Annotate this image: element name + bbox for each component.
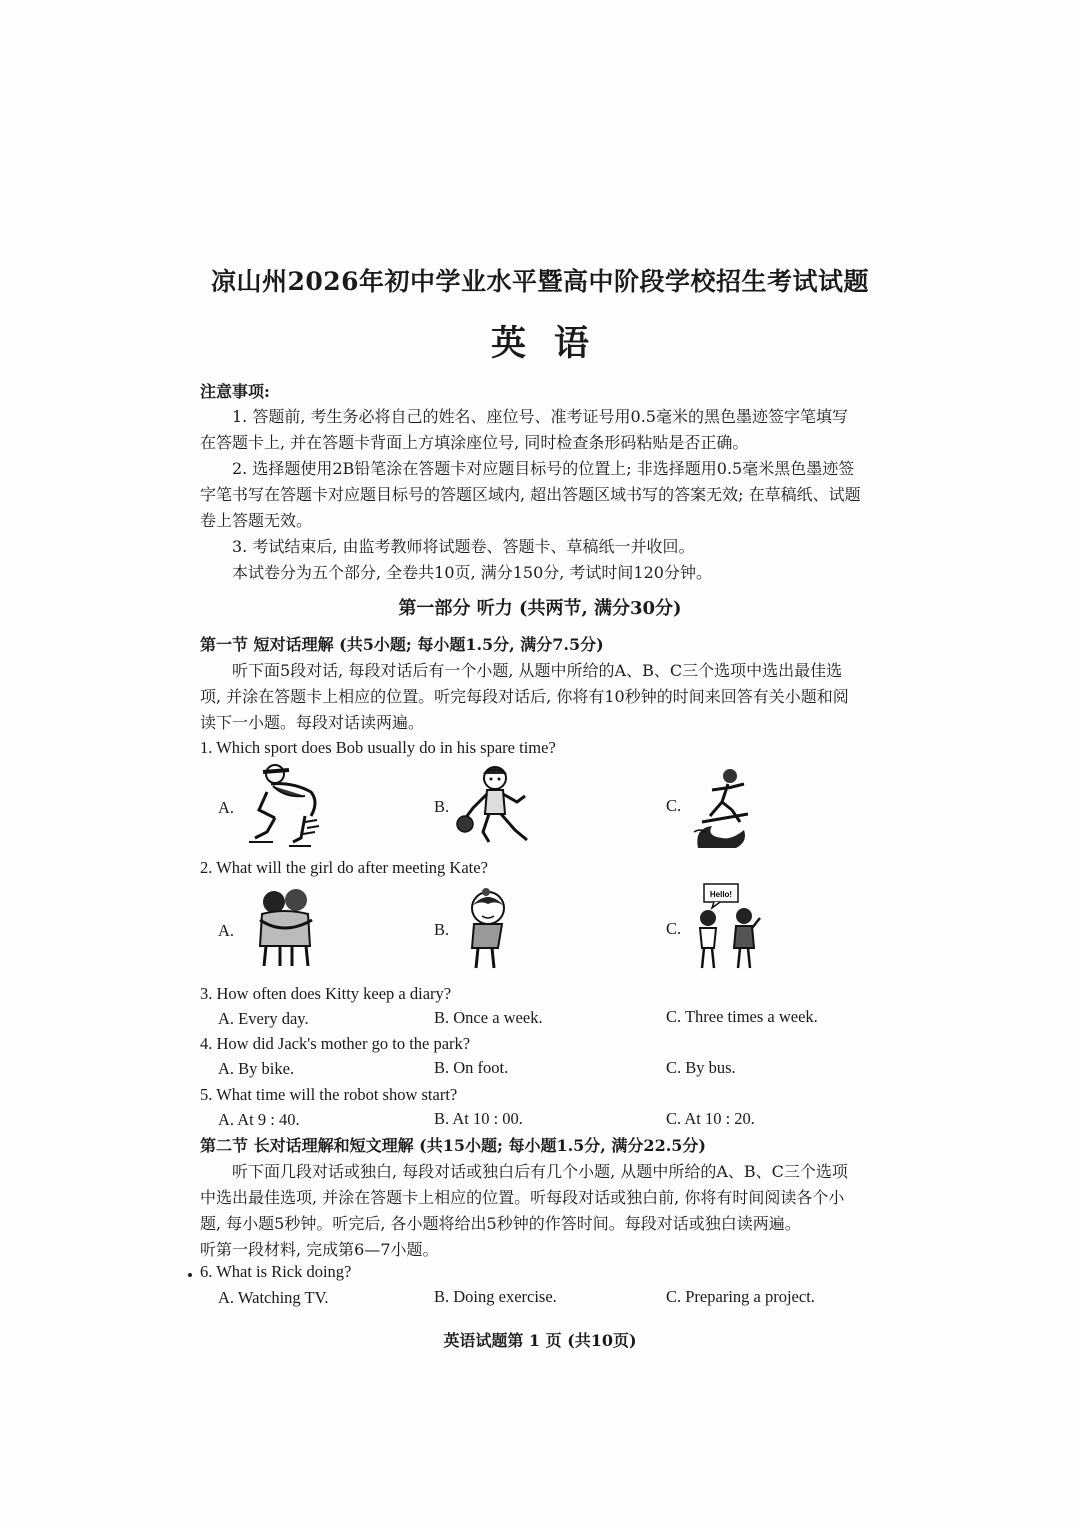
speech-bubble-text: Hello! [709, 890, 733, 899]
section2-instruction: 中选出最佳选项, 并涂在答题卡上相应的位置。听每段对话或独白前, 你将有时间阅读各个小 [200, 1188, 845, 1207]
option: A. At 9 : 40. [218, 1110, 300, 1129]
scan-mark [188, 1273, 192, 1277]
section2-instruction: 题, 每小题5秒钟。听完后, 各小题将给出5秒钟的作答时间。每段对话或独白读两遍。 [200, 1214, 801, 1233]
notice-line: 1. 答题前, 考生务必将自己的姓名、座位号、准考证号用0.5毫米的黑色墨迹签字笔填写 [232, 407, 848, 426]
question-4: 4. How did Jack's mother go to the park? [200, 1034, 471, 1053]
notice-line: 卷上答题无效。 [200, 511, 313, 530]
option-label: A. [218, 921, 235, 940]
question-1: 1. Which sport does Bob usually do in his spare time? [200, 738, 556, 757]
option: B. At 10 : 00. [434, 1109, 523, 1128]
notice-line: 字笔书写在答题卡对应题目标号的答题区域内, 超出答题区域书写的答案无效; 在草稿纸、试题 [200, 485, 861, 504]
subject-title: 英语 [490, 323, 617, 364]
option: A. Every day. [218, 1009, 309, 1028]
question-3: 3. How often does Kitty keep a diary? [200, 984, 452, 1003]
section2-heading: 第二节 长对话理解和短文理解 (共15小题; 每小题1.5分, 满分22.5分) [200, 1136, 706, 1155]
skating-illustration [245, 762, 325, 850]
section1-instruction: 项, 并涂在答题卡上相应的位置。听完每段对话后, 你将有10秒钟的时间来回答有关小题和阅 [200, 687, 849, 706]
page-footer: 英语试题第 1 页 (共10页) [443, 1331, 637, 1350]
question-2: 2. What will the girl do after meeting Kate? [200, 858, 488, 877]
option-label: B. [434, 797, 450, 816]
basketball-illustration [455, 764, 539, 848]
section1-heading: 第一节 短对话理解 (共5小题; 每小题1.5分, 满分7.5分) [200, 635, 604, 654]
hugging-illustration [250, 884, 322, 970]
exam-title: 凉山州2026年初中学业水平暨高中阶段学校招生考试试题 [210, 267, 870, 296]
option: B. On foot. [434, 1058, 509, 1077]
notice-line: 在答题卡上, 并在答题卡背面上方填涂座位号, 同时检查条形码粘贴是否正确。 [200, 433, 749, 452]
question-6: 6. What is Rick doing? [200, 1262, 352, 1281]
surfing-illustration [688, 766, 758, 850]
notice-line: 2. 选择题使用2B铅笔涂在答题卡对应题目标号的位置上; 非选择题用0.5毫米黑色墨迹签 [232, 459, 855, 478]
greeting-girls-illustration [690, 882, 764, 972]
notice-line: 本试卷分为五个部分, 全卷共10页, 满分150分, 考试时间120分钟。 [232, 563, 712, 582]
section1-instruction: 读下一小题。每段对话读两遍。 [200, 713, 425, 732]
section1-instruction: 听下面5段对话, 每段对话后有一个小题, 从题中所给的A、B、C三个选项中选出最佳选 [232, 661, 843, 680]
notice-heading: 注意事项: [200, 382, 270, 401]
option: C. Three times a week. [666, 1007, 818, 1026]
option: C. Preparing a project. [666, 1287, 815, 1306]
option: A. Watching TV. [218, 1288, 329, 1307]
material-note: 听第一段材料, 完成第6—7小题。 [200, 1240, 439, 1259]
question-5: 5. What time will the robot show start? [200, 1085, 458, 1104]
option-label: C. [666, 796, 682, 815]
bowing-girl-illustration [458, 886, 514, 972]
option-label: C. [666, 919, 682, 938]
option: B. Once a week. [434, 1008, 543, 1027]
section2-instruction: 听下面几段对话或独白, 每段对话或独白后有几个小题, 从题中所给的A、B、C三个选项 [232, 1162, 848, 1181]
option: A. By bike. [218, 1059, 295, 1078]
option: C. At 10 : 20. [666, 1109, 755, 1128]
notice-line: 3. 考试结束后, 由监考教师将试题卷、答题卡、草稿纸一并收回。 [232, 537, 695, 556]
option-label: A. [218, 798, 235, 817]
part1-heading: 第一部分 听力 (共两节, 满分30分) [398, 598, 682, 619]
option: B. Doing exercise. [434, 1287, 557, 1306]
option: C. By bus. [666, 1058, 736, 1077]
option-label: B. [434, 920, 450, 939]
